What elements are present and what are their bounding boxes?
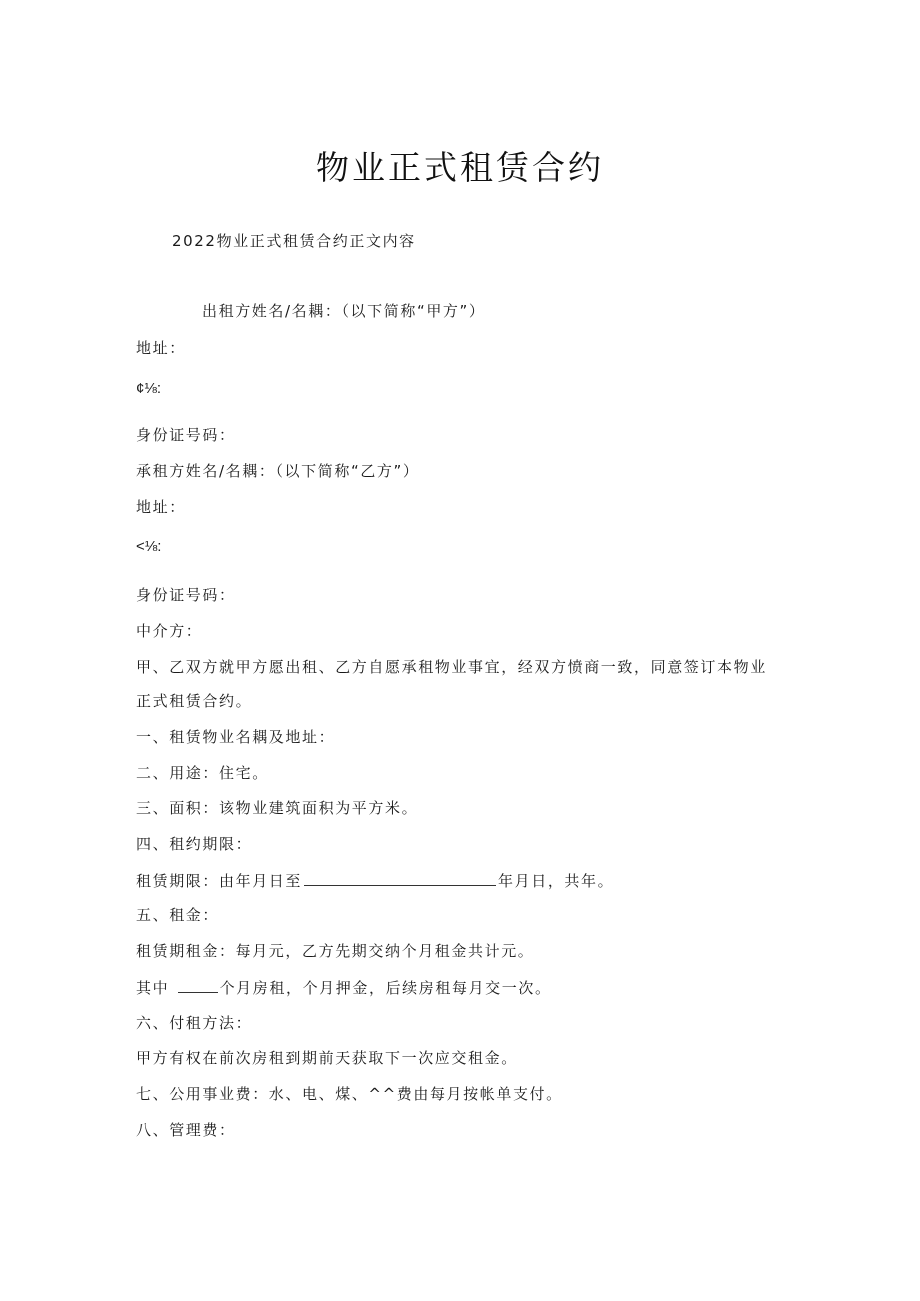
document-subtitle: 2022物业正式租赁合约正文内容: [172, 232, 416, 250]
document-title: 物业正式租赁合约: [316, 148, 604, 187]
lessor-id-label: 身份证号码：: [136, 426, 236, 444]
deposit-months-blank[interactable]: [178, 976, 218, 993]
lessee-phone-label: <⅛:: [136, 538, 162, 555]
clause-8: 八、管理费：: [136, 1121, 236, 1139]
deposit-prefix: 其中: [136, 979, 170, 997]
deposit-suffix: 个月房租，个月押金，后续房租每月交一次。: [219, 979, 552, 997]
preamble-line-2: 正式租赁合约。: [136, 692, 253, 710]
term-suffix: 年月日，共年。: [498, 872, 615, 890]
preamble-line-1: 甲、乙双方就甲方愿出租、乙方自愿承租物业事宜，经双方愤商一致，同意签订本物业: [136, 658, 767, 676]
clause-2: 二、用途：住宅。: [136, 764, 269, 782]
lessee-address-label: 地址：: [136, 498, 186, 516]
lessee-name-line: 承租方姓名/名耦：（以下简称“乙方”）: [136, 462, 420, 480]
clause-3: 三、面积：该物业建筑面积为平方米。: [136, 799, 419, 817]
rent-line: 租赁期租金：每月元，乙方先期交纳个月租金共计元。: [136, 942, 535, 960]
lessor-name-line: 出租方姓名/名耦：（以下简称“甲方”）: [202, 302, 486, 320]
clause-7: 七、公用事业费：水、电、煤、^^费由每月按帐单支付。: [136, 1085, 563, 1103]
lessor-phone-label: ¢⅛:: [136, 380, 162, 397]
term-line: [136, 869, 614, 892]
clause-1: 一、租赁物业名耦及地址：: [136, 728, 336, 746]
payment-line: 甲方有权在前次房租到期前天获取下一次应交租金。: [136, 1049, 518, 1067]
agent-label: 中介方：: [136, 622, 203, 640]
term-end-blank[interactable]: [304, 869, 496, 886]
term-prefix: 租赁期限：由年月日至: [136, 872, 303, 890]
lessee-id-label: 身份证号码：: [136, 586, 236, 604]
clause-6: 六、付租方法：: [136, 1014, 253, 1032]
deposit-line: [136, 976, 552, 999]
clause-5: 五、租金：: [136, 906, 220, 924]
lessor-address-label: 地址：: [136, 339, 186, 357]
clause-4: 四、租约期限：: [136, 835, 253, 853]
